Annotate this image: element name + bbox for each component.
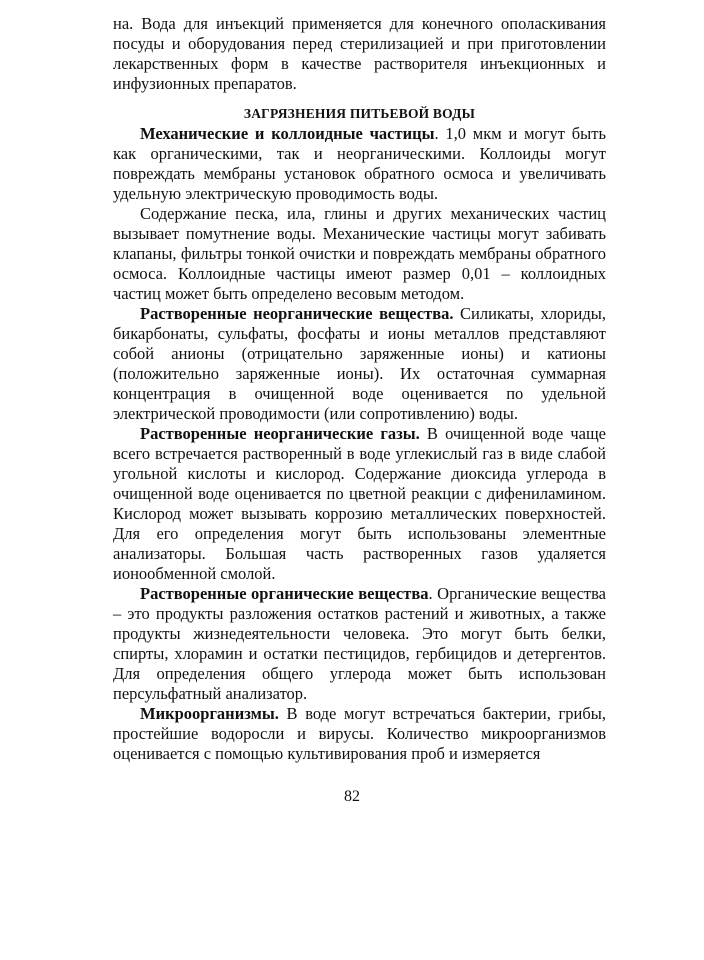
paragraph-mechanical-particles xyxy=(113,124,606,204)
paragraph-lead: Растворенные неорганические вещества. xyxy=(140,304,454,323)
paragraph-lead: Растворенные неорганические газы. xyxy=(140,424,420,443)
paragraph-text: Силикаты, хлориды, бикарбонаты, сульфаты, фосфаты и ионы металлов представляют собой анионы (отрицательно заряженные ионы) и катионы (положительно заряженные ионы). Их остаточная суммарная концентрация в очищенной воде оценивается по удельной электрической проводимости (или сопротивлению) воды. xyxy=(113,304,606,423)
intro-paragraph: на. Вода для инъекций применяется для конечного ополаскивания посуды и оборудования перед стерилизацией и при приготовлении лекарственных форм в качестве растворителя инъекционных и инфузионных препаратов. xyxy=(113,14,606,93)
paragraph-organic-substances xyxy=(113,584,606,704)
paragraph-text: . 1,0 мкм и могут быть как органическими, так и неорганическими. Коллоиды могут повреждать мембраны установок обратного осмоса и увеличивать удельную электрическую проводимость воды. xyxy=(113,124,606,203)
paragraph-lead: Микроорганизмы. xyxy=(140,704,279,723)
paragraph-text: В воде могут встречаться бактерии, грибы, простейшие водоросли и вирусы. Количество микроорганизмов оценивается с помощью культивирования проб и измеряется xyxy=(113,704,606,763)
paragraph-microorganisms xyxy=(113,704,606,764)
paragraph-text: В очищенной воде чаще всего встречается растворенный в воде углекислый газ в виде слабой угольной кислоты и кислород. Содержание диоксида углерода в очищенной воде оценивается по цветной реакции с дифениламином. Кислород может вызывать коррозию металлических поверхностей. Для его определения могут быть использованы элементные анализаторы. Большая часть растворенных газов удаляется ионообменной смолой. xyxy=(113,424,606,583)
section-heading: ЗАГРЯЗНЕНИЯ ПИТЬЕВОЙ ВОДЫ xyxy=(243,106,476,121)
body-text xyxy=(113,14,606,764)
paragraph-inorganic-substances xyxy=(113,304,606,424)
paragraph-lead: Механические и коллоидные частицы xyxy=(140,124,435,143)
paragraph-sand-silt: Содержание песка, ила, глины и других механических частиц вызывает помутнение воды. Механические частицы могут забивать клапаны, фильтры тонкой очистки и повреждать мембраны обратного осмоса. Коллоидные частицы имеют размер 0,01 – коллоидных частиц может быть определено весовым методом. xyxy=(113,204,606,303)
page-number: 82 xyxy=(344,788,360,805)
paragraph-text: . Органические вещества – это продукты разложения остатков растений и животных, а также продукты жизнедеятельности человека. Это могут быть белки, спирты, хлорамин и остатки пестицидов, гербицидов и детергентов. Для определения общего углерода может быть использован персульфатный анализатор. xyxy=(113,584,606,703)
paragraph-inorganic-gases xyxy=(113,424,606,584)
paragraph-lead: Растворенные органические вещества xyxy=(140,584,429,603)
